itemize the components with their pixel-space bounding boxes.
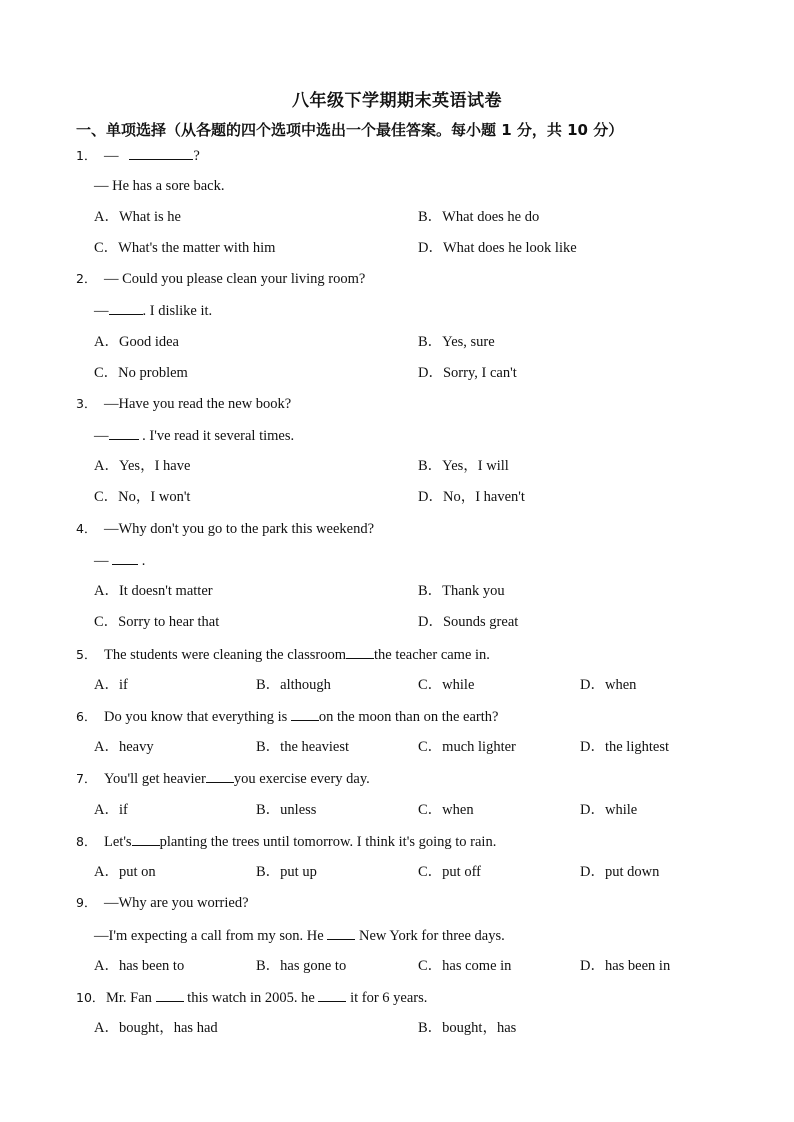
question-6-stem: 6． Do you know that everything is on the moon than on the earth? xyxy=(76,709,499,725)
q5-option-c: C．while xyxy=(418,677,475,693)
question-number: 9． xyxy=(76,895,97,910)
q5-option-b: B．although xyxy=(256,677,331,693)
q6-option-b: B．the heaviest xyxy=(256,739,350,755)
question-number: 8． xyxy=(76,834,97,849)
q10-option-a: A．bought，has had xyxy=(94,1020,218,1036)
question-1-stem: 1． — ? xyxy=(76,148,200,164)
question-5-stem: 5． The students were cleaning the classroom the teacher came in. xyxy=(76,647,490,663)
q4-option-c: C．Sorry to hear that xyxy=(94,614,220,630)
question-number: 4． xyxy=(76,521,97,536)
q4-option-b: B．Thank you xyxy=(418,583,505,599)
q5-option-a: A．if xyxy=(94,677,128,693)
question-2-stem: 2． — Could you please clean your living room? xyxy=(76,271,366,287)
q7-option-a: A．if xyxy=(94,802,128,818)
question-2-reply: — . I dislike it. xyxy=(94,303,213,319)
question-number: 2． xyxy=(76,271,97,286)
question-4-stem: 4． —Why don't you go to the park this weekend? xyxy=(76,521,374,537)
q8-option-c: C．put off xyxy=(418,864,481,880)
question-number: 1． xyxy=(76,148,97,163)
answer-blank xyxy=(109,426,139,440)
q7-option-b: B．unless xyxy=(256,802,317,818)
q1-option-d: D．What does he look like xyxy=(418,240,577,256)
answer-blank xyxy=(132,832,160,846)
section-heading: 一、单项选择（从各题的四个选项中选出一个最佳答案。每小题 1 分，共 10 分） xyxy=(76,121,624,139)
q9-option-c: C．has come in xyxy=(418,958,512,974)
q5-option-d: D．when xyxy=(580,677,637,693)
q3-option-a: A．Yes，I have xyxy=(94,458,191,474)
answer-blank xyxy=(112,551,138,565)
q9-option-a: A．has been to xyxy=(94,958,185,974)
q3-option-d: D．No，I haven't xyxy=(418,489,525,505)
answer-blank xyxy=(129,146,193,160)
answer-blank xyxy=(156,988,184,1002)
q7-option-d: D．while xyxy=(580,802,638,818)
q8-option-a: A．put on xyxy=(94,864,156,880)
q9-option-d: D．has been in xyxy=(580,958,671,974)
q2-option-b: B．Yes, sure xyxy=(418,334,495,350)
q8-option-d: D．put down xyxy=(580,864,660,880)
question-3-reply: — . I've read it several times. xyxy=(94,428,295,444)
question-number: 3． xyxy=(76,396,97,411)
q9-option-b: B．has gone to xyxy=(256,958,347,974)
question-number: 5． xyxy=(76,647,97,662)
q7-option-c: C．when xyxy=(418,802,474,818)
question-number: 6． xyxy=(76,709,97,724)
question-1-reply: — He has a sore back. xyxy=(94,178,225,194)
page-title: 八年级下学期期末英语试卷 xyxy=(292,91,502,111)
question-number: 10． xyxy=(76,990,105,1005)
q4-option-d: D．Sounds great xyxy=(418,614,519,630)
q1-option-a: A．What is he xyxy=(94,209,181,225)
q3-option-c: C．No，I won't xyxy=(94,489,191,505)
question-8-stem: 8． Let's planting the trees until tomorrow. I think it's going to rain. xyxy=(76,834,497,850)
answer-blank xyxy=(109,301,143,315)
question-10-stem: 10． Mr. Fan this watch in 2005. he it for 6 years. xyxy=(76,990,428,1006)
q1-option-c: C．What's the matter with him xyxy=(94,240,276,256)
answer-blank xyxy=(346,645,374,659)
question-9-stem: 9． —Why are you worried? xyxy=(76,895,249,911)
answer-blank xyxy=(206,769,234,783)
q8-option-b: B．put up xyxy=(256,864,317,880)
q1-option-b: B．What does he do xyxy=(418,209,540,225)
q10-option-b: B．bought，has xyxy=(418,1020,517,1036)
q6-option-a: A．heavy xyxy=(94,739,154,755)
question-4-reply: — . xyxy=(94,553,146,569)
question-7-stem: 7． You'll get heavier you exercise every day. xyxy=(76,771,370,787)
answer-blank xyxy=(318,988,346,1002)
answer-blank xyxy=(291,707,319,721)
q6-option-c: C．much lighter xyxy=(418,739,516,755)
q3-option-b: B．Yes，I will xyxy=(418,458,509,474)
answer-blank xyxy=(327,926,355,940)
q2-option-a: A．Good idea xyxy=(94,334,179,350)
q2-option-d: D．Sorry, I can't xyxy=(418,365,517,381)
q4-option-a: A．It doesn't matter xyxy=(94,583,213,599)
question-3-stem: 3． —Have you read the new book? xyxy=(76,396,292,412)
q6-option-d: D．the lightest xyxy=(580,739,670,755)
question-9-reply: —I'm expecting a call from my son. He New York for three days. xyxy=(94,928,505,944)
question-number: 7． xyxy=(76,771,97,786)
q2-option-c: C．No problem xyxy=(94,365,188,381)
